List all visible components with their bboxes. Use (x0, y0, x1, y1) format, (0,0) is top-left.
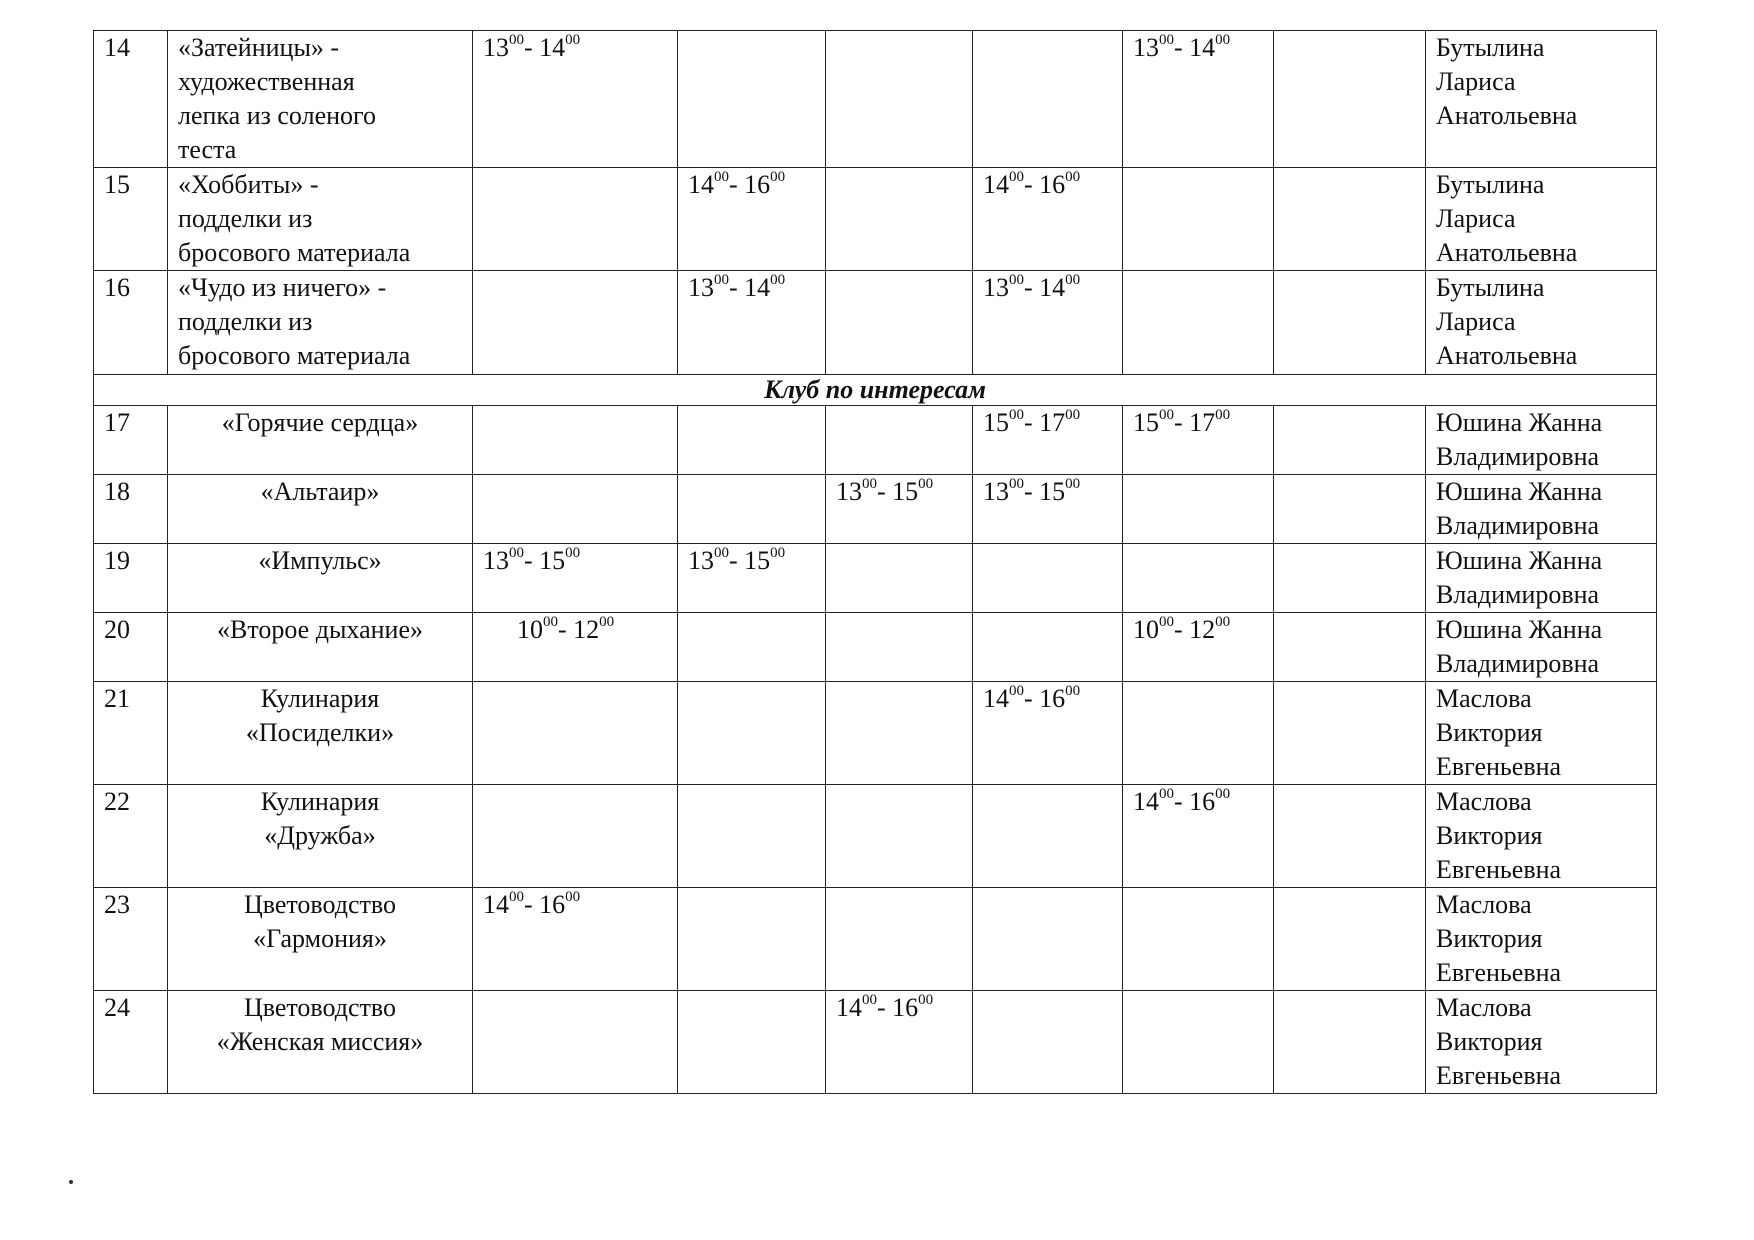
day-slot (1274, 991, 1426, 1094)
time-range: $13^{00}-$ $14^{00}$ (688, 272, 786, 302)
start-minutes: 00 (1159, 32, 1174, 49)
teacher-name (1426, 544, 1657, 613)
day-slot (826, 544, 973, 613)
teacher-name (1426, 682, 1657, 785)
day-slot (473, 785, 678, 888)
end-minutes: 00 (1065, 683, 1081, 700)
end-minutes: 00 (565, 545, 581, 562)
row-number: 15 (94, 168, 168, 271)
day-slot (473, 682, 678, 785)
teacher-name-line: Евгеньевна (1436, 752, 1562, 781)
end-hour: 14 (1039, 273, 1066, 302)
row-number: 23 (94, 888, 168, 991)
club-name-line: «Горячие сердца» (221, 408, 419, 437)
end-hour: 16 (744, 170, 771, 199)
club-name (168, 613, 473, 682)
end-hour: 16 (892, 993, 919, 1022)
end-hour: 15 (744, 546, 771, 575)
club-name-line: лепка из соленого (178, 101, 377, 130)
table-row (94, 406, 1657, 475)
end-hour: 17 (1189, 408, 1216, 437)
start-hour: 13 (688, 273, 714, 302)
start-minutes: 00 (1009, 476, 1024, 493)
row-number: 22 (94, 785, 168, 888)
day-slot (1123, 785, 1274, 888)
end-hour: 15 (1039, 477, 1066, 506)
club-name-line: Кулинария (260, 787, 380, 816)
club-name (168, 406, 473, 475)
start-minutes: 00 (1159, 407, 1174, 424)
end-minutes: 00 (599, 614, 615, 631)
day-slot (973, 168, 1123, 271)
teacher-name-line: Юшина Жанна (1436, 546, 1603, 575)
day-slot (1123, 682, 1274, 785)
start-minutes: 00 (862, 476, 877, 493)
section-header-group (94, 375, 1657, 406)
end-minutes: 00 (1065, 476, 1081, 493)
day-slot (1123, 406, 1274, 475)
time-range: $13^{00}-$ $14^{00}$ (1133, 32, 1231, 62)
teacher-name-line: Лариса (1436, 307, 1516, 336)
table-row (94, 544, 1657, 613)
club-name-line: «Дружба» (264, 821, 376, 850)
start-minutes: 00 (714, 272, 729, 289)
end-minutes: 00 (918, 992, 934, 1009)
table-row (94, 682, 1657, 785)
end-minutes: 00 (1065, 272, 1081, 289)
table-row (94, 475, 1657, 544)
day-slot (973, 991, 1123, 1094)
day-slot (826, 271, 973, 375)
day-slot (678, 682, 826, 785)
row-number: 24 (94, 991, 168, 1094)
start-hour: 14 (1133, 787, 1159, 816)
teacher-name-line: Виктория (1436, 924, 1543, 953)
time-range: $14^{00}-$ $16^{00}$ (836, 992, 934, 1022)
day-slot (678, 406, 826, 475)
day-slot (473, 271, 678, 375)
day-slot (1123, 475, 1274, 544)
teacher-name-line: Юшина Жанна (1436, 408, 1603, 437)
club-name-line: теста (178, 135, 237, 164)
start-minutes: 00 (714, 169, 729, 186)
day-slot (973, 31, 1123, 168)
start-minutes: 00 (509, 32, 524, 49)
start-minutes: 00 (1009, 407, 1024, 424)
start-minutes: 00 (509, 889, 524, 906)
club-name-line: «Альтаир» (260, 477, 380, 506)
day-slot (678, 613, 826, 682)
teacher-name-line: Евгеньевна (1436, 958, 1562, 987)
day-slot (973, 271, 1123, 375)
day-slot (973, 544, 1123, 613)
row-number: 16 (94, 271, 168, 375)
day-slot (1123, 271, 1274, 375)
time-range: $13^{00}-$ $15^{00}$ (983, 476, 1081, 506)
schedule-body-top (94, 31, 1657, 375)
row-number: 17 (94, 406, 168, 475)
teacher-name-line: Лариса (1436, 204, 1516, 233)
day-slot (473, 991, 678, 1094)
day-slot (973, 888, 1123, 991)
teacher-name (1426, 991, 1657, 1094)
time-range: $10^{00}-$ $12^{00}$ (1133, 614, 1231, 644)
start-hour: 13 (983, 477, 1009, 506)
club-name-line: «Чудо из ничего» - (178, 273, 387, 302)
start-minutes: 00 (1009, 272, 1024, 289)
day-slot (1123, 888, 1274, 991)
table-row (94, 991, 1657, 1094)
scan-speck (69, 1180, 73, 1184)
club-name-line: Цветоводство (243, 890, 397, 919)
end-minutes: 00 (1215, 614, 1231, 631)
day-slot (826, 991, 973, 1094)
teacher-name-line: Виктория (1436, 1027, 1543, 1056)
teacher-name-line: Юшина Жанна (1436, 477, 1603, 506)
teacher-name-line: Бутылина (1436, 33, 1545, 62)
table-row (94, 31, 1657, 168)
section-title: Клуб по интересам (94, 375, 1657, 406)
end-minutes: 00 (1065, 169, 1081, 186)
end-minutes: 00 (770, 272, 786, 289)
day-slot (826, 888, 973, 991)
day-slot (973, 406, 1123, 475)
start-hour: 13 (836, 477, 862, 506)
teacher-name-line: Бутылина (1436, 273, 1545, 302)
table-row (94, 613, 1657, 682)
day-slot (826, 785, 973, 888)
club-name-line: «Хоббиты» - (178, 170, 319, 199)
day-slot (678, 168, 826, 271)
schedule-table (93, 30, 1657, 1094)
day-slot (1274, 544, 1426, 613)
teacher-name (1426, 785, 1657, 888)
day-slot (1274, 682, 1426, 785)
club-name-line: «Затейницы» - (178, 33, 340, 62)
end-minutes: 00 (565, 32, 581, 49)
start-hour: 10 (1133, 615, 1159, 644)
end-hour: 16 (1039, 684, 1066, 713)
end-hour: 12 (573, 615, 600, 644)
end-hour: 16 (1039, 170, 1066, 199)
start-hour: 14 (688, 170, 714, 199)
row-number: 18 (94, 475, 168, 544)
day-slot (1274, 785, 1426, 888)
start-hour: 14 (983, 170, 1009, 199)
day-slot (678, 31, 826, 168)
day-slot (1274, 888, 1426, 991)
club-name (168, 31, 473, 168)
club-name (168, 168, 473, 271)
time-range: $13^{00}-$ $14^{00}$ (483, 32, 581, 62)
club-name-line: «Второе дыхание» (217, 615, 423, 644)
day-slot (826, 406, 973, 475)
end-hour: 15 (539, 546, 566, 575)
time-range: $13^{00}-$ $14^{00}$ (983, 272, 1081, 302)
time-range: $14^{00}-$ $16^{00}$ (983, 169, 1081, 199)
club-name-line: Кулинария (260, 684, 380, 713)
table-row (94, 785, 1657, 888)
end-hour: 16 (1189, 787, 1216, 816)
teacher-name-line: Евгеньевна (1436, 855, 1562, 884)
teacher-name (1426, 31, 1657, 168)
start-hour: 13 (688, 546, 714, 575)
club-name-line: «Гармония» (253, 924, 387, 953)
club-name (168, 991, 473, 1094)
start-hour: 15 (983, 408, 1009, 437)
day-slot (826, 168, 973, 271)
start-minutes: 00 (509, 545, 524, 562)
end-hour: 15 (892, 477, 919, 506)
teacher-name-line: Владимировна (1436, 649, 1600, 678)
day-slot (826, 475, 973, 544)
time-range: $14^{00}-$ $16^{00}$ (483, 889, 581, 919)
end-minutes: 00 (1215, 407, 1231, 424)
teacher-name-line: Бутылина (1436, 170, 1545, 199)
time-range: $14^{00}-$ $16^{00}$ (1133, 786, 1231, 816)
end-hour: 17 (1039, 408, 1066, 437)
day-slot (1274, 271, 1426, 375)
day-slot (678, 475, 826, 544)
day-slot (473, 406, 678, 475)
row-number: 14 (94, 31, 168, 168)
day-slot (1123, 31, 1274, 168)
start-minutes: 00 (714, 545, 729, 562)
start-hour: 13 (483, 546, 509, 575)
day-slot (473, 613, 678, 682)
club-name-line: бросового материала (178, 341, 411, 370)
end-minutes: 00 (1215, 32, 1231, 49)
teacher-name (1426, 888, 1657, 991)
time-range: $14^{00}-$ $16^{00}$ (983, 683, 1081, 713)
teacher-name-line: Маслова (1436, 787, 1532, 816)
teacher-name (1426, 271, 1657, 375)
end-hour: 16 (539, 890, 566, 919)
teacher-name (1426, 475, 1657, 544)
time-range: $13^{00}-$ $15^{00}$ (688, 545, 786, 575)
time-range: $10^{00}-$ $12^{00}$ (517, 614, 615, 644)
club-name-line: художественная (178, 67, 355, 96)
day-slot (1123, 168, 1274, 271)
start-hour: 15 (1133, 408, 1159, 437)
start-hour: 10 (517, 615, 543, 644)
club-name (168, 544, 473, 613)
end-minutes: 00 (565, 889, 581, 906)
end-minutes: 00 (1065, 407, 1081, 424)
teacher-name-line: Анатольевна (1436, 238, 1578, 267)
teacher-name-line: Маслова (1436, 684, 1532, 713)
club-name (168, 475, 473, 544)
teacher-name-line: Лариса (1436, 67, 1516, 96)
start-hour: 14 (483, 890, 509, 919)
start-hour: 14 (983, 684, 1009, 713)
club-name (168, 888, 473, 991)
teacher-name-line: Маслова (1436, 993, 1532, 1022)
day-slot (678, 544, 826, 613)
club-name-line: «Посиделки» (245, 718, 395, 747)
start-minutes: 00 (543, 614, 558, 631)
row-number: 19 (94, 544, 168, 613)
time-range: $15^{00}-$ $17^{00}$ (1133, 407, 1231, 437)
time-range: $13^{00}-$ $15^{00}$ (483, 545, 581, 575)
day-slot (678, 888, 826, 991)
end-hour: 14 (744, 273, 771, 302)
start-minutes: 00 (1009, 683, 1024, 700)
teacher-name-line: Анатольевна (1436, 341, 1578, 370)
start-minutes: 00 (862, 992, 877, 1009)
teacher-name-line: Евгеньевна (1436, 1061, 1562, 1090)
teacher-name-line: Владимировна (1436, 442, 1600, 471)
day-slot (1123, 544, 1274, 613)
club-name (168, 271, 473, 375)
club-name-line: «Женская миссия» (216, 1027, 424, 1056)
schedule-body-bottom (94, 406, 1657, 1094)
day-slot (973, 785, 1123, 888)
day-slot (473, 475, 678, 544)
day-slot (678, 785, 826, 888)
start-hour: 13 (1133, 33, 1159, 62)
day-slot (1274, 406, 1426, 475)
section-row (94, 375, 1657, 406)
club-name-line: подделки из (178, 204, 313, 233)
day-slot (1274, 31, 1426, 168)
teacher-name-line: Юшина Жанна (1436, 615, 1603, 644)
day-slot (973, 682, 1123, 785)
day-slot (678, 991, 826, 1094)
day-slot (1123, 991, 1274, 1094)
row-number: 21 (94, 682, 168, 785)
end-minutes: 00 (918, 476, 934, 493)
day-slot (473, 888, 678, 991)
end-minutes: 00 (770, 169, 786, 186)
day-slot (473, 168, 678, 271)
day-slot (473, 31, 678, 168)
club-name (168, 785, 473, 888)
time-range: $13^{00}-$ $15^{00}$ (836, 476, 934, 506)
end-hour: 14 (1189, 33, 1216, 62)
teacher-name-line: Владимировна (1436, 511, 1600, 540)
time-range: $14^{00}-$ $16^{00}$ (688, 169, 786, 199)
time-range: $15^{00}-$ $17^{00}$ (983, 407, 1081, 437)
start-minutes: 00 (1159, 786, 1174, 803)
end-hour: 12 (1189, 615, 1216, 644)
teacher-name (1426, 168, 1657, 271)
day-slot (1274, 475, 1426, 544)
teacher-name (1426, 613, 1657, 682)
day-slot (973, 613, 1123, 682)
table-row (94, 271, 1657, 375)
day-slot (1274, 168, 1426, 271)
start-minutes: 00 (1159, 614, 1174, 631)
club-name (168, 682, 473, 785)
row-number: 20 (94, 613, 168, 682)
teacher-name-line: Виктория (1436, 718, 1543, 747)
start-hour: 14 (836, 993, 862, 1022)
teacher-name-line: Маслова (1436, 890, 1532, 919)
end-minutes: 00 (1215, 786, 1231, 803)
end-minutes: 00 (770, 545, 786, 562)
start-minutes: 00 (1009, 169, 1024, 186)
table-row (94, 888, 1657, 991)
day-slot (973, 475, 1123, 544)
table-row (94, 168, 1657, 271)
day-slot (1123, 613, 1274, 682)
teacher-name-line: Виктория (1436, 821, 1543, 850)
day-slot (826, 613, 973, 682)
day-slot (1274, 613, 1426, 682)
end-hour: 14 (539, 33, 566, 62)
start-hour: 13 (483, 33, 509, 62)
club-name-line: бросового материала (178, 238, 411, 267)
day-slot (678, 271, 826, 375)
club-name-line: подделки из (178, 307, 313, 336)
day-slot (826, 682, 973, 785)
day-slot (826, 31, 973, 168)
teacher-name (1426, 406, 1657, 475)
start-hour: 13 (983, 273, 1009, 302)
club-name-line: «Импульс» (258, 546, 382, 575)
day-slot (473, 544, 678, 613)
teacher-name-line: Анатольевна (1436, 101, 1578, 130)
club-name-line: Цветоводство (243, 993, 397, 1022)
teacher-name-line: Владимировна (1436, 580, 1600, 609)
